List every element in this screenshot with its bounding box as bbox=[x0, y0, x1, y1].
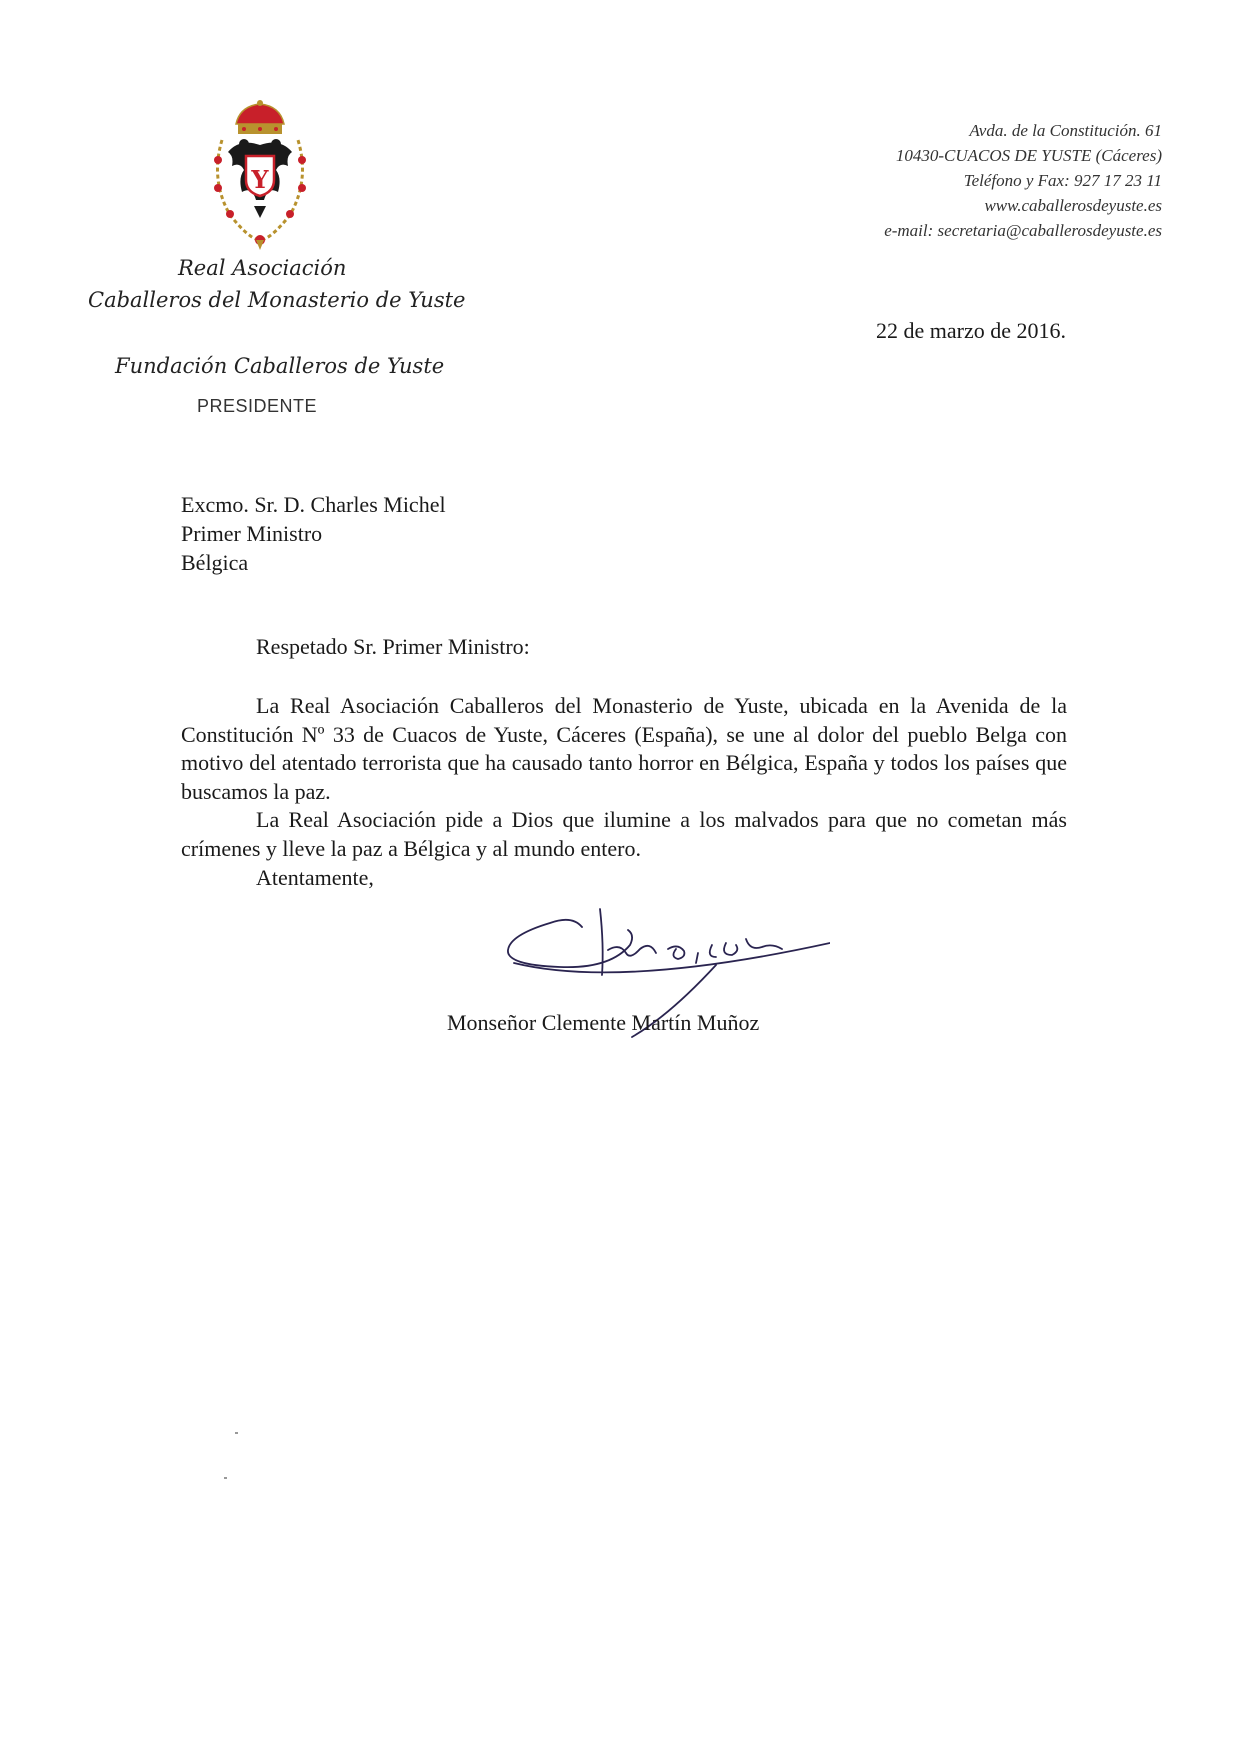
crown-icon bbox=[236, 100, 284, 134]
address-block bbox=[884, 118, 1162, 243]
foundation-name: Fundación Caballeros de Yuste bbox=[115, 354, 445, 378]
crest-logo bbox=[200, 100, 320, 250]
scan-speck bbox=[235, 1432, 238, 1434]
address-street: Avda. de la Constitución. 61 bbox=[969, 121, 1162, 140]
closing: Atentamente, bbox=[256, 865, 374, 890]
letter-body bbox=[181, 692, 1067, 863]
address-city: 10430-CUACOS DE YUSTE (Cáceres) bbox=[895, 146, 1162, 165]
org-name-line-2: Caballeros del Monasterio de Yuste bbox=[88, 288, 466, 312]
shield-icon bbox=[246, 156, 274, 196]
signer-name: Monseñor Clemente Martín Muñoz bbox=[447, 1010, 760, 1035]
recipient-title: Primer Ministro bbox=[181, 521, 323, 546]
body-paragraph-1: La Real Asociación Caballeros del Monasterio de Yuste, ubicada en la Avenida de la Constitución Nº 33 de Cuacos de Yuste, Cáceres (España), se une al dolor del pueblo Belga con motivo del atentado terrorista que ha causado tanto horror en Bélgica, España y todos los países que buscamos la paz. bbox=[181, 693, 1067, 804]
address-phone: Teléfono y Fax: 927 17 23 11 bbox=[963, 171, 1162, 190]
body-paragraph-2: La Real Asociación pide a Dios que ilumine a los malvados para que no cometan más crímenes y lleve la paz a Bélgica y al mundo entero. bbox=[181, 807, 1067, 861]
recipient-country: Bélgica bbox=[181, 550, 249, 575]
org-name-line-1: Real Asociación bbox=[178, 256, 347, 280]
recipient-block bbox=[181, 490, 446, 577]
salutation: Respetado Sr. Primer Ministro: bbox=[256, 634, 530, 659]
scan-speck bbox=[224, 1477, 227, 1479]
role-title: PRESIDENTE bbox=[197, 396, 318, 416]
letter-date: 22 de marzo de 2016. bbox=[876, 318, 1066, 343]
address-email: e-mail: secretaria@caballerosdeyuste.es bbox=[884, 221, 1162, 240]
svg-text:Y: Y bbox=[251, 165, 269, 194]
address-website: www.caballerosdeyuste.es bbox=[984, 196, 1162, 215]
recipient-name: Excmo. Sr. D. Charles Michel bbox=[181, 492, 446, 517]
